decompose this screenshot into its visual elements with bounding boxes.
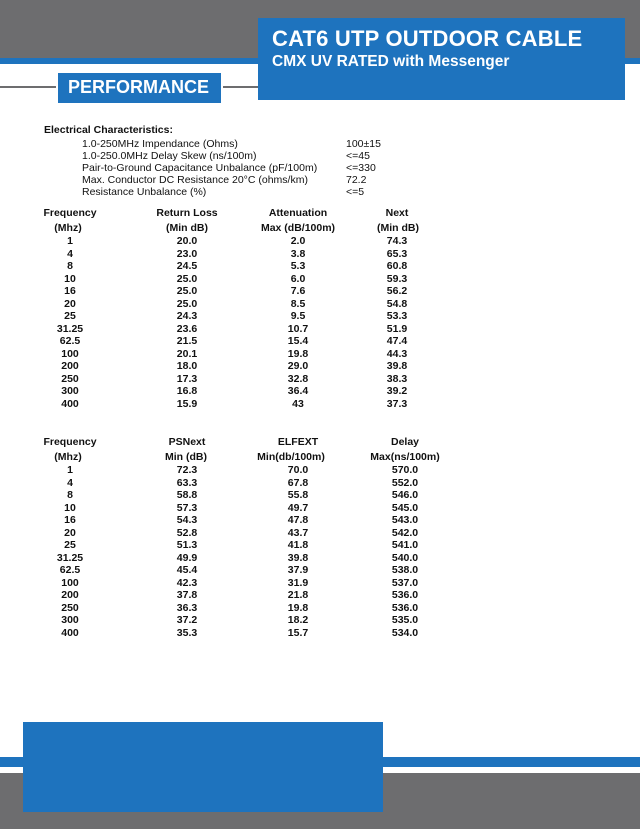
table-cell: 19.8	[287, 347, 309, 360]
footer-blue-box	[23, 722, 383, 812]
table-cell: 536.0	[391, 601, 419, 614]
table-cell: 41.8	[287, 539, 309, 551]
table-cell: 15.9	[176, 397, 198, 410]
electrical-title: Electrical Characteristics:	[44, 124, 173, 136]
table-cell: 250	[61, 601, 79, 614]
column-header: PSNext	[168, 436, 206, 448]
title-box	[258, 18, 625, 100]
table-cell: 300	[61, 385, 79, 397]
table-cell: 52.8	[176, 526, 198, 539]
table-cell: 570.0	[391, 464, 419, 476]
table-cell: 24.5	[176, 260, 198, 272]
column-header: Next	[385, 207, 409, 219]
table-cell: 4	[67, 247, 73, 260]
table-cell: 20.0	[176, 235, 198, 247]
table-cell: 39.8	[287, 551, 309, 564]
table-cell: 200	[61, 360, 79, 372]
table-cell: 31.9	[287, 576, 309, 589]
table-cell: 16	[64, 285, 76, 297]
table-cell: 25.0	[176, 272, 198, 285]
table-cell: 1	[67, 235, 73, 247]
table-cell: 536.0	[391, 589, 419, 601]
table-cell: 543.0	[391, 514, 419, 526]
table-cell: 25	[64, 310, 76, 322]
table-cell: 534.0	[391, 626, 419, 639]
table-cell: 51.9	[386, 322, 408, 335]
table-cell: 31.25	[56, 322, 84, 335]
table-cell: 47.4	[386, 335, 408, 347]
electrical-value: <=45	[346, 150, 370, 162]
table-cell: 4	[67, 476, 73, 489]
table-cell: 3.8	[290, 247, 306, 260]
table-cell: 542.0	[391, 526, 419, 539]
table-cell: 70.0	[287, 464, 309, 476]
table-cell: 546.0	[391, 489, 419, 501]
table-cell: 2.0	[290, 235, 306, 247]
column-header: Frequency	[43, 436, 97, 448]
table-cell: 63.3	[176, 476, 198, 489]
table-cell: 6.0	[290, 272, 306, 285]
table-cell: 300	[61, 614, 79, 626]
table-cell: 5.3	[290, 260, 306, 272]
table-cell: 23.0	[176, 247, 198, 260]
table-cell: 24.3	[176, 310, 198, 322]
table-cell: 400	[61, 397, 79, 410]
table-cell: 10	[64, 501, 76, 514]
column-header: Frequency	[43, 207, 97, 219]
table-cell: 37.8	[176, 589, 198, 601]
table-cell: 67.8	[287, 476, 309, 489]
electrical-value: <=330	[346, 162, 376, 174]
table-cell: 20.1	[176, 347, 198, 360]
table-cell: 37.2	[176, 614, 198, 626]
section-tab	[56, 73, 223, 103]
table-cell: 8	[67, 260, 73, 272]
table-cell: 537.0	[391, 576, 419, 589]
table-cell: 44.3	[386, 347, 408, 360]
table-cell: 45.4	[176, 564, 198, 576]
table-cell: 36.3	[176, 601, 198, 614]
table-cell: 39.8	[386, 360, 408, 372]
column-unit: Min (dB)	[165, 451, 207, 463]
table-cell: 20	[64, 526, 76, 539]
table-cell: 55.8	[287, 489, 309, 501]
table-cell: 72.3	[176, 464, 198, 476]
column-header: Delay	[390, 436, 420, 448]
table-cell: 100	[61, 576, 79, 589]
table-cell: 552.0	[391, 476, 419, 489]
table-cell: 541.0	[391, 539, 419, 551]
table-cell: 62.5	[59, 564, 81, 576]
document-subtitle: CMX UV RATED with Messenger	[272, 53, 510, 70]
table-cell: 25.0	[176, 297, 198, 310]
table-cell: 1	[67, 464, 73, 476]
column-unit: (Min dB)	[377, 222, 419, 234]
column-header: Attenuation	[268, 207, 328, 219]
table-cell: 62.5	[59, 335, 81, 347]
electrical-label: Pair-to-Ground Capacitance Unbalance (pF/100m)	[82, 162, 318, 174]
table-cell: 545.0	[391, 501, 419, 514]
column-unit: Max (dB/100m)	[260, 222, 336, 234]
table-cell: 10	[64, 272, 76, 285]
table-cell: 400	[61, 626, 79, 639]
electrical-label: Max. Conductor DC Resistance 20°C (ohms/km)	[82, 174, 308, 186]
table-cell: 18.2	[287, 614, 309, 626]
table-cell: 21.5	[176, 335, 198, 347]
table-cell: 36.4	[287, 385, 309, 397]
table-cell: 57.3	[176, 501, 198, 514]
table-cell: 56.2	[386, 285, 408, 297]
table-cell: 100	[61, 347, 79, 360]
table-cell: 23.6	[176, 322, 198, 335]
electrical-value: 72.2	[346, 174, 367, 186]
column-header: Return Loss	[156, 207, 218, 219]
table-cell: 25	[64, 539, 76, 551]
table-cell: 65.3	[386, 247, 408, 260]
table-cell: 250	[61, 372, 79, 385]
table-cell: 21.8	[287, 589, 309, 601]
electrical-label: 1.0-250MHz Impendance (Ohms)	[82, 138, 238, 150]
table-cell: 8.5	[290, 297, 306, 310]
table-cell: 51.3	[176, 539, 198, 551]
table-cell: 538.0	[391, 564, 419, 576]
column-header: ELFEXT	[277, 436, 319, 448]
table-cell: 60.8	[386, 260, 408, 272]
electrical-label: Resistance Unbalance (%)	[82, 186, 207, 198]
table-cell: 43.7	[287, 526, 309, 539]
column-unit: (Mhz)	[54, 222, 82, 234]
table-cell: 17.3	[176, 372, 198, 385]
table-cell: 25.0	[176, 285, 198, 297]
table-cell: 59.3	[386, 272, 408, 285]
table-cell: 535.0	[391, 614, 419, 626]
table-cell: 49.9	[176, 551, 198, 564]
section-label: PERFORMANCE	[68, 77, 210, 97]
electrical-label: 1.0-250.0MHz Delay Skew (ns/100m)	[82, 150, 257, 162]
table-cell: 9.5	[290, 310, 306, 322]
table-cell: 540.0	[391, 551, 419, 564]
table-cell: 58.8	[176, 489, 198, 501]
document-title: CAT6 UTP OUTDOOR CABLE	[272, 26, 583, 51]
table-cell: 15.4	[287, 335, 309, 347]
column-unit: Max(ns/100m)	[370, 451, 440, 463]
table-cell: 42.3	[176, 576, 198, 589]
table-cell: 43	[292, 397, 304, 410]
table-cell: 16	[64, 514, 76, 526]
table-cell: 32.8	[287, 372, 309, 385]
table-cell: 54.3	[176, 514, 198, 526]
table-cell: 37.3	[386, 397, 408, 410]
table-cell: 16.8	[176, 385, 198, 397]
column-unit: (Min dB)	[166, 222, 208, 234]
table-cell: 39.2	[386, 385, 408, 397]
column-unit: Min(db/100m)	[257, 451, 325, 463]
table-cell: 20	[64, 297, 76, 310]
electrical-value: <=5	[346, 186, 365, 198]
table-cell: 53.3	[386, 310, 408, 322]
electrical-value: 100±15	[346, 138, 381, 150]
table-cell: 47.8	[287, 514, 309, 526]
table-cell: 37.9	[287, 564, 309, 576]
column-unit: (Mhz)	[54, 451, 82, 463]
table-cell: 19.8	[287, 601, 309, 614]
table-cell: 18.0	[176, 360, 198, 372]
table-cell: 35.3	[176, 626, 198, 639]
table-cell: 29.0	[287, 360, 309, 372]
table-cell: 54.8	[386, 297, 408, 310]
table-cell: 31.25	[56, 551, 84, 564]
table-cell: 74.3	[386, 235, 408, 247]
table-cell: 8	[67, 489, 73, 501]
table-cell: 49.7	[287, 501, 309, 514]
table-cell: 15.7	[287, 626, 309, 639]
table-cell: 38.3	[386, 372, 408, 385]
table-cell: 200	[61, 589, 79, 601]
table-cell: 10.7	[287, 322, 309, 335]
table-cell: 7.6	[290, 285, 306, 297]
